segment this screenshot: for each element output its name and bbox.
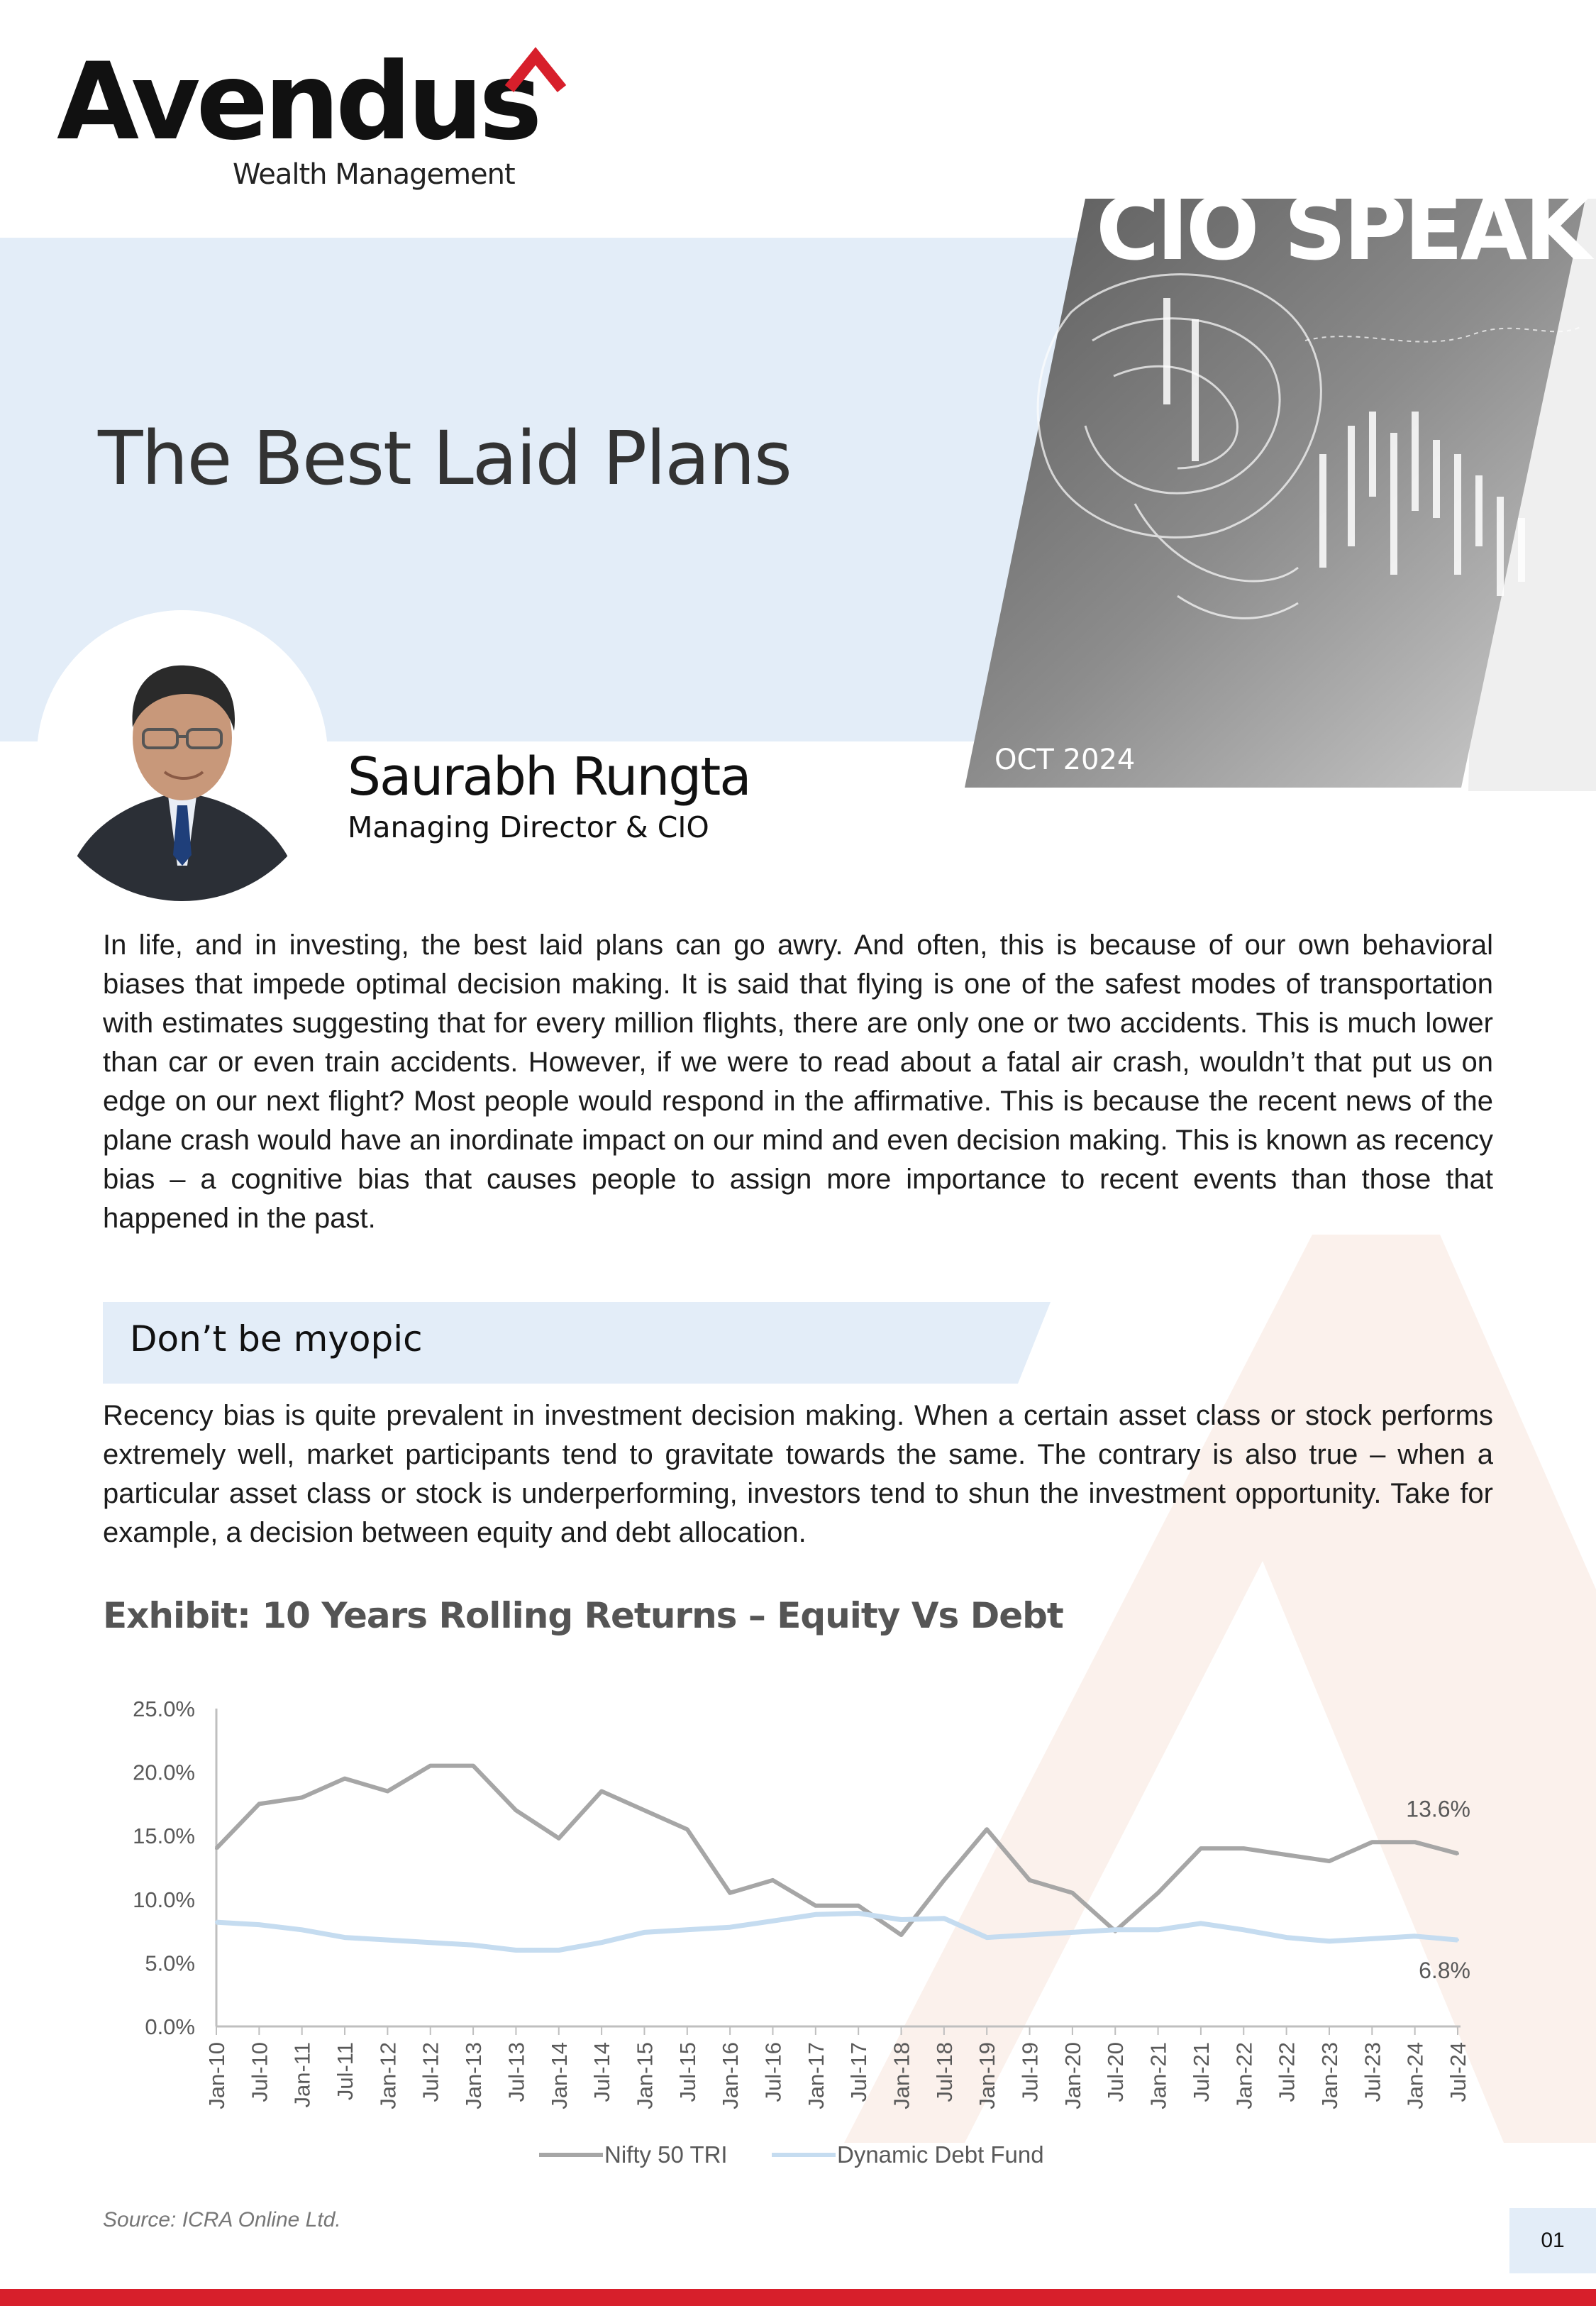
data-point <box>1199 1922 1202 1925</box>
series-line-dynamic-debt-fund <box>216 1914 1458 1951</box>
x-tick-label: Jul-12 <box>418 2042 443 2102</box>
rolling-returns-chart <box>0 1667 1596 2178</box>
x-tick-label: Jul-24 <box>1446 2042 1470 2102</box>
x-tick-label: Jul-18 <box>931 2042 957 2102</box>
data-point <box>900 1933 903 1936</box>
data-point <box>1157 1929 1160 1931</box>
data-point <box>386 1938 389 1941</box>
data-point <box>943 1879 946 1882</box>
x-tick-label: Jul-16 <box>760 2042 786 2102</box>
y-axis <box>133 1697 216 2039</box>
x-tick-label: Jan-22 <box>1231 2042 1257 2109</box>
x-tick-label: Jul-17 <box>846 2042 872 2102</box>
author-name: Saurabh Rungta <box>348 746 750 807</box>
data-point <box>1114 1929 1116 1931</box>
author-photo <box>37 610 328 901</box>
data-point <box>772 1879 775 1882</box>
x-tick-label: Jan-15 <box>632 2042 658 2109</box>
x-tick-label: Jan-23 <box>1317 2042 1342 2109</box>
data-point <box>643 1809 645 1811</box>
data-point <box>1242 1929 1245 1931</box>
x-tick-label: Jan-12 <box>375 2042 401 2109</box>
data-point <box>1414 1841 1417 1843</box>
data-point <box>600 1790 603 1793</box>
data-point <box>558 1837 560 1840</box>
cover-label: CIO SPEAK <box>1096 179 1589 280</box>
avatar <box>37 610 328 901</box>
data-point <box>1285 1936 1288 1939</box>
data-point <box>985 1936 988 1939</box>
data-point <box>1071 1892 1074 1894</box>
section-paragraph: Recency bias is quite prevalent in investment decision making. When a certain asset class or stock performs extremely well, market participants tend to gravitate towards the same. The contrary is also true – when a particular asset class or stock is underperforming, investors tend to shun the investment opportunity. Take for example, a decision between equity and debt allocation. <box>103 1400 1493 1548</box>
data-point <box>1328 1860 1331 1863</box>
data-point <box>558 1949 560 1952</box>
x-tick-label: Jan-18 <box>889 2042 914 2109</box>
x-tick-label: Jan-16 <box>718 2042 743 2109</box>
x-tick-label: Jul-13 <box>504 2042 529 2102</box>
author-role: Managing Director & CIO <box>348 810 709 844</box>
x-tick-label: Jan-11 <box>289 2042 315 2108</box>
end-value-label: 13.6% <box>1406 1796 1470 1822</box>
chart-legend <box>539 2141 1044 2168</box>
caret-icon <box>504 46 567 96</box>
data-point <box>429 1941 432 1944</box>
x-tick-label: Jan-10 <box>204 2042 229 2109</box>
series-line-nifty-50-tri <box>216 1766 1458 1935</box>
logo-wordmark: Avendus <box>57 40 538 164</box>
data-point <box>343 1936 346 1939</box>
x-tick-label: Jul-11 <box>333 2042 358 2101</box>
data-point <box>1414 1935 1417 1938</box>
series-lines <box>215 1765 1470 1984</box>
data-point <box>472 1943 475 1946</box>
y-tick-label: 10.0% <box>133 1887 195 1912</box>
data-point <box>1029 1879 1031 1882</box>
data-point <box>514 1949 517 1952</box>
y-tick-label: 15.0% <box>133 1824 195 1849</box>
data-point <box>1199 1847 1202 1850</box>
page-number: 01 <box>1541 2229 1565 2252</box>
data-point <box>1071 1931 1074 1933</box>
data-point <box>814 1913 817 1916</box>
footer-bar <box>0 2289 1596 2306</box>
data-point <box>301 1796 304 1799</box>
data-point <box>1285 1853 1288 1856</box>
data-point <box>386 1790 389 1793</box>
data-point <box>257 1924 260 1926</box>
data-point <box>772 1919 775 1922</box>
brand-logo[interactable] <box>50 39 575 199</box>
x-tick-label: Jul-19 <box>1017 2042 1043 2102</box>
x-tick-label: Jul-10 <box>247 2042 272 2102</box>
x-tick-label: Jul-14 <box>589 2042 615 2102</box>
data-point <box>301 1929 304 1931</box>
cover-image <box>965 199 1596 791</box>
x-tick-label: Jul-20 <box>1103 2042 1129 2102</box>
data-point <box>857 1904 860 1907</box>
x-tick-label: Jan-24 <box>1402 2042 1428 2109</box>
data-point <box>1456 1852 1459 1855</box>
data-point <box>343 1777 346 1780</box>
data-point <box>900 1919 903 1921</box>
data-point <box>643 1931 645 1933</box>
x-tick-label: Jul-21 <box>1188 2042 1214 2102</box>
exhibit-title: Exhibit: 10 Years Rolling Returns – Equity Vs Debt <box>103 1595 1063 1636</box>
data-point <box>814 1904 817 1907</box>
data-point <box>215 1847 218 1850</box>
x-tick-label: Jan-20 <box>1060 2042 1085 2109</box>
data-point <box>514 1809 517 1811</box>
x-tick-label: Jan-17 <box>803 2042 829 2109</box>
data-point <box>686 1929 689 1931</box>
y-tick-label: 20.0% <box>133 1760 195 1785</box>
data-point <box>686 1828 689 1831</box>
x-tick-label: Jul-23 <box>1360 2042 1385 2102</box>
data-point <box>472 1765 475 1767</box>
x-axis <box>204 2026 1470 2109</box>
y-tick-label: 0.0% <box>145 2014 195 2039</box>
data-point <box>1242 1847 1245 1850</box>
logo-subtitle: Wealth Management <box>233 158 515 191</box>
page-title: The Best Laid Plans <box>98 415 791 502</box>
data-point <box>1157 1892 1160 1894</box>
source-note: Source: ICRA Online Ltd. <box>103 2208 341 2231</box>
legend-label: Dynamic Debt Fund <box>837 2141 1044 2168</box>
data-point <box>1029 1933 1031 1936</box>
data-point <box>728 1926 731 1929</box>
data-point <box>600 1941 603 1944</box>
end-value-label: 6.8% <box>1419 1958 1470 1984</box>
data-point <box>1328 1940 1331 1943</box>
legend-label: Nifty 50 TRI <box>604 2141 728 2168</box>
data-point <box>943 1917 946 1920</box>
data-point <box>1370 1841 1373 1843</box>
data-point <box>857 1912 860 1915</box>
data-point <box>215 1921 218 1924</box>
x-tick-label: Jan-13 <box>461 2042 487 2109</box>
x-tick-label: Jan-19 <box>975 2042 1000 2109</box>
x-tick-label: Jul-22 <box>1274 2042 1299 2102</box>
data-point <box>429 1765 432 1767</box>
data-point <box>728 1892 731 1894</box>
y-tick-label: 25.0% <box>133 1697 195 1721</box>
intro-paragraph: In life, and in investing, the best laid plans can go awry. And often, this is because of our own behavioral biases that impede optimal decision making. It is said that flying is one of the safest modes of transportation with estimates suggesting that for every million flights, there are only one or two accidents. This is much lower than car or even train accidents. However, if we were to read about a fatal air crash, wouldn’t that put us on edge on our next flight? Most people would respond in the affirmative. This is because the recent news of the plane crash would have an inordinate impact on our mind and even decision making. This is known as recency bias – a cognitive bias that causes people to assign more importance to recent events than those that happened in the past. <box>103 929 1493 1234</box>
issue-date: OCT 2024 <box>994 744 1136 776</box>
data-point <box>257 1802 260 1805</box>
data-point <box>1456 1938 1459 1941</box>
y-tick-label: 5.0% <box>145 1951 195 1976</box>
x-tick-label: Jan-14 <box>546 2042 572 2109</box>
data-point <box>1370 1937 1373 1940</box>
x-tick-label: Jan-21 <box>1146 2042 1171 2109</box>
data-point <box>985 1828 988 1831</box>
x-tick-label: Jul-15 <box>675 2042 700 2102</box>
section-title: Don’t be myopic <box>130 1318 423 1359</box>
